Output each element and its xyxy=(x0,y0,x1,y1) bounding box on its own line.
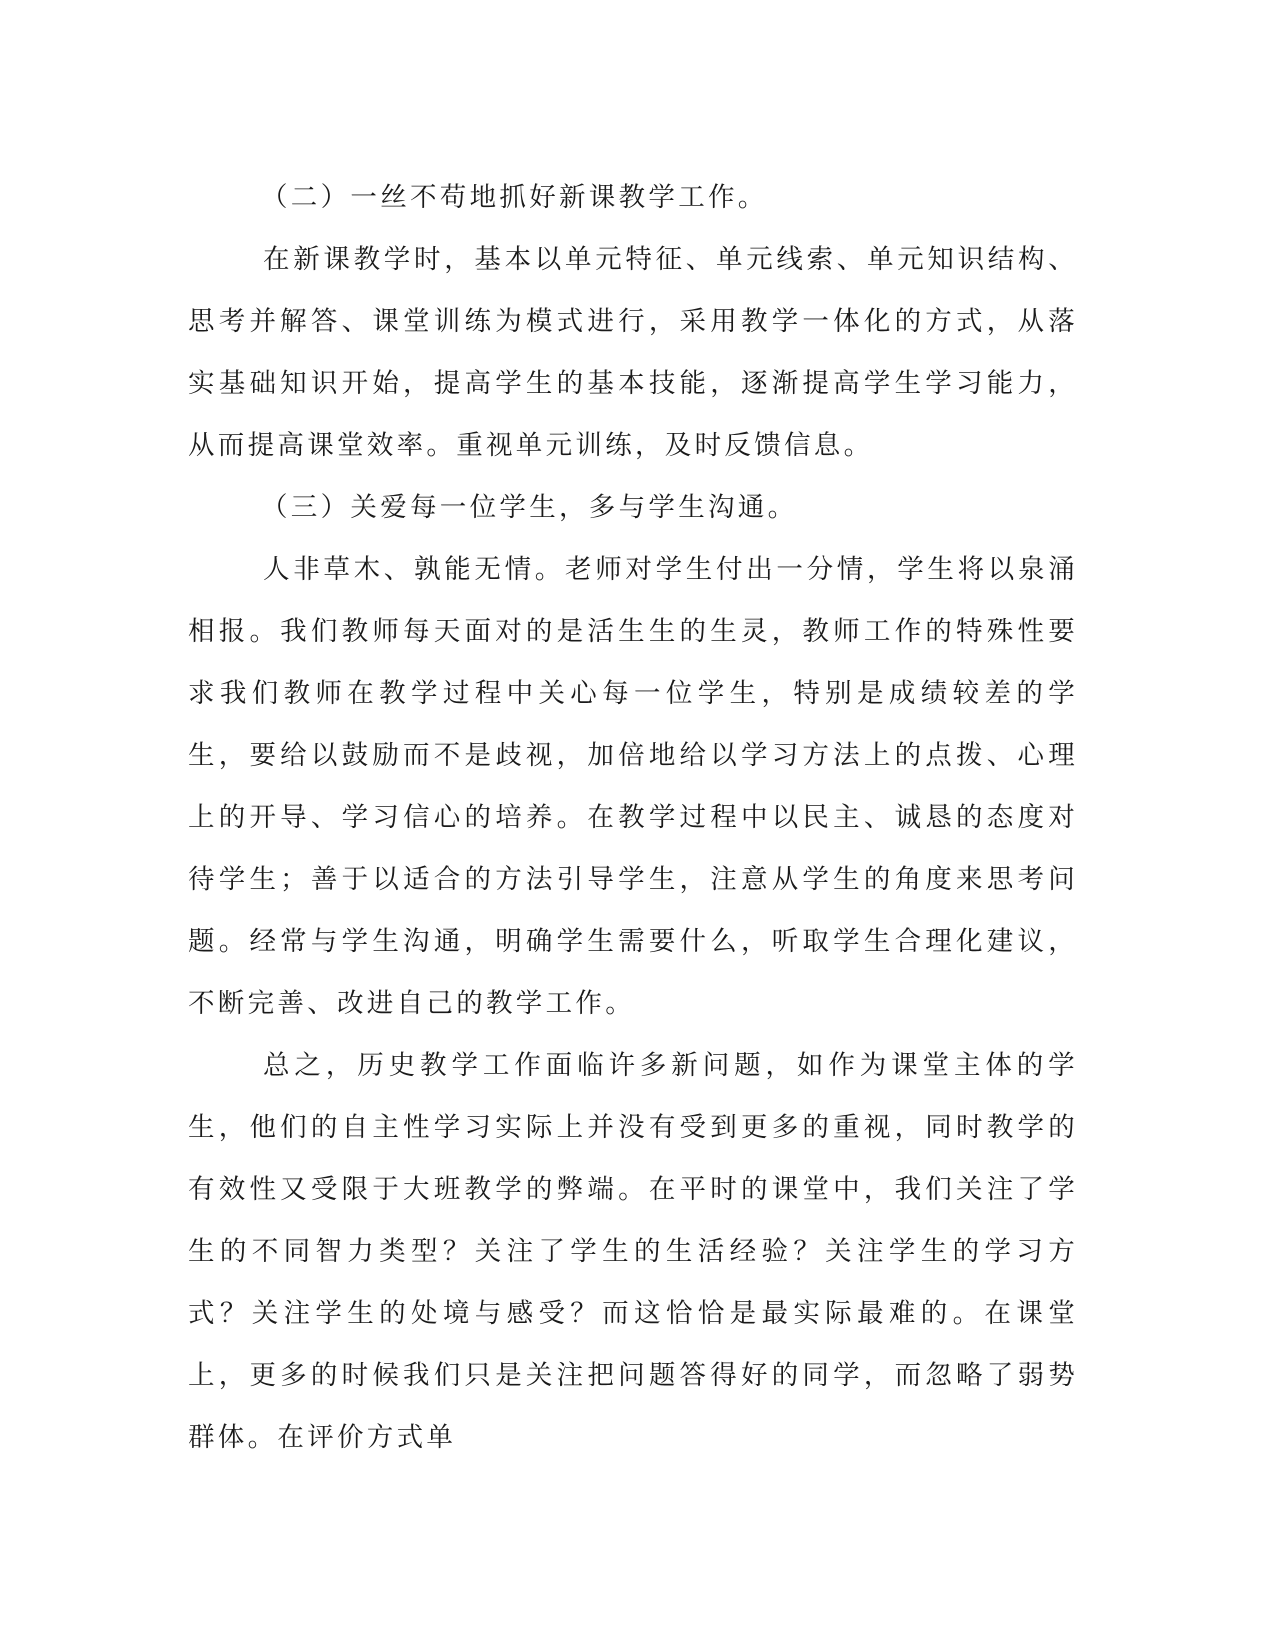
section-heading-two: （二）一丝不苟地抓好新课教学工作。 xyxy=(261,182,768,213)
paragraph-new-lesson-teaching: 在新课教学时，基本以单元特征、单元线索、单元知识结构、思考并解答、课堂训练为模式进行，采用教学一体化的方式，从落实基础知识开始，提高学生的基本技能，逐渐提高学生学习能力，从而提高课堂效率。重视单元训练，及时反馈信息。 xyxy=(188,244,1078,461)
section-heading-three: （三）关爱每一位学生，多与学生沟通。 xyxy=(261,492,798,523)
paragraph-summary: 总之，历史教学工作面临许多新问题，如作为课堂主体的学生，他们的自主性学习实际上并没有受到更多的重视，同时教学的有效性又受限于大班教学的弊端。在平时的课堂中，我们关注了学生的不同智力类型？关注了学生的生活经验？关注学生的学习方式？关注学生的处境与感受？而这恰恰是最实际最难的。在课堂上，更多的时候我们只是关注把问题答得好的同学，而忽略了弱势群体。在评价方式单 xyxy=(188,1050,1078,1453)
paragraph-care-for-students: 人非草木、孰能无情。老师对学生付出一分情，学生将以泉涌相报。我们教师每天面对的是活生生的生灵，教师工作的特殊性要求我们教师在教学过程中关心每一位学生，特别是成绩较差的学生，要给以鼓励而不是歧视，加倍地给以学习方法上的点拨、心理上的开导、学习信心的培养。在教学过程中以民主、诚恳的态度对待学生；善于以适合的方法引导学生，注意从学生的角度来思考问题。经常与学生沟通，明确学生需要什么，听取学生合理化建议，不断完善、改进自己的教学工作。 xyxy=(188,554,1078,1019)
document-body xyxy=(188,167,1078,1469)
